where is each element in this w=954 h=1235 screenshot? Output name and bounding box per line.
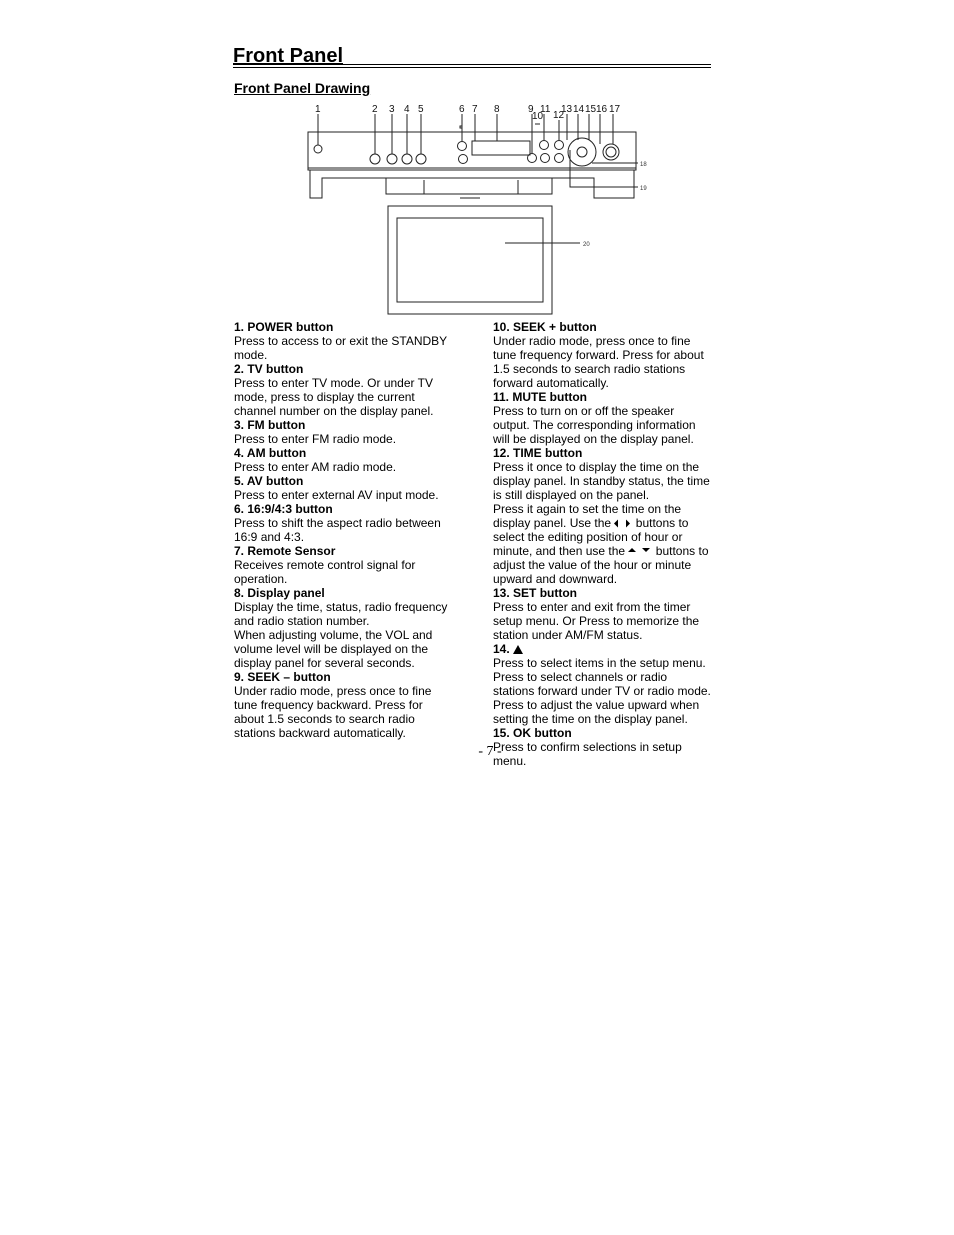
entry-text: Press to confirm selections in setup menu. bbox=[493, 740, 682, 768]
tv-button-drawing bbox=[370, 154, 380, 164]
hinge-bar bbox=[386, 178, 552, 194]
callout-7: 7 bbox=[472, 104, 478, 115]
entry-time bbox=[493, 446, 733, 586]
page-number: - 7 - bbox=[478, 744, 502, 759]
entry-heading: 6. 16:9/4:3 button bbox=[234, 502, 333, 516]
callout-15: 15 bbox=[585, 104, 597, 115]
page-title: Front Panel bbox=[233, 45, 344, 67]
entry-remote-sensor bbox=[234, 544, 469, 586]
callout-8: 8 bbox=[494, 104, 500, 115]
left-right-arrow-icons bbox=[614, 519, 632, 528]
entry-text: Press to enter and exit from the timer setup menu. Or Press to memorize the station under AM/FM status. bbox=[493, 600, 700, 642]
up-down-arrow-icons bbox=[628, 546, 652, 555]
entry-aspect bbox=[234, 502, 469, 544]
entry-ok bbox=[493, 726, 733, 768]
display-panel-drawing bbox=[472, 141, 530, 155]
entry-heading: 14. bbox=[493, 642, 510, 656]
knob-drawing bbox=[603, 144, 619, 160]
callout-17: 17 bbox=[609, 104, 621, 115]
entry-text: Press to turn on or off the speaker output. The corresponding information will be displayed on the display panel. bbox=[493, 404, 696, 446]
callout-2: 2 bbox=[372, 104, 378, 115]
entry-set bbox=[493, 586, 733, 642]
entry-text: Press to enter FM radio mode. bbox=[234, 432, 397, 446]
entry-heading-wrap bbox=[493, 642, 733, 656]
callout-18: 18 bbox=[640, 162, 647, 168]
entry-heading: 5. AV button bbox=[234, 474, 304, 488]
av-button-drawing bbox=[416, 154, 426, 164]
entry-seek-minus bbox=[234, 670, 469, 740]
callout-12: 12 bbox=[553, 110, 565, 121]
entry-heading: 4. AM button bbox=[234, 446, 307, 460]
section-subtitle: Front Panel Drawing bbox=[234, 80, 371, 96]
callout-20: 20 bbox=[583, 242, 590, 248]
entry-heading: 11. MUTE button bbox=[493, 390, 587, 404]
entry-text: Press to shift the aspect radio between 16:9 and 4:3. bbox=[234, 516, 441, 544]
callout-10: 10 bbox=[532, 111, 544, 122]
entry-heading: 7. Remote Sensor bbox=[234, 544, 336, 558]
power-button-drawing bbox=[314, 145, 322, 153]
callout-5: 5 bbox=[418, 104, 424, 115]
screen-inner bbox=[397, 218, 543, 302]
entry-heading: 15. OK button bbox=[493, 726, 572, 740]
left-column bbox=[234, 320, 469, 740]
am-button-drawing bbox=[402, 154, 412, 164]
entry-text: Press to enter AM radio mode. bbox=[234, 460, 397, 474]
callout-13: 13 bbox=[561, 104, 573, 115]
entry-heading: 10. SEEK + button bbox=[493, 320, 597, 334]
entry-up bbox=[493, 642, 733, 726]
callout-6: 6 bbox=[459, 104, 465, 115]
entry-heading: 9. SEEK – button bbox=[234, 670, 331, 684]
fm-button-drawing bbox=[387, 154, 397, 164]
title-rule-double bbox=[233, 67, 711, 68]
front-panel-drawing bbox=[300, 100, 660, 320]
entry-text: Under radio mode, press once to fine tune frequency forward. Press for about 1.5 seconds to search radio stations forward automatically. bbox=[493, 334, 704, 390]
entry-seek-plus bbox=[493, 320, 733, 390]
entry-heading: 12. TIME button bbox=[493, 446, 583, 460]
nav-cluster-drawing bbox=[568, 138, 596, 166]
entry-text: Press to enter external AV input mode. bbox=[234, 488, 439, 502]
entry-text: Press to access to or exit the STANDBY mode. bbox=[234, 334, 448, 362]
entry-text-part: Press it once to display the time on the display panel. In standby status, the time is still displayed on the panel. Press it again to set the time on the display panel. Use the bbox=[493, 460, 710, 530]
entry-am bbox=[234, 446, 469, 474]
entry-text: Receives remote control signal for operation. bbox=[234, 558, 416, 586]
callout-19: 19 bbox=[640, 186, 647, 192]
entry-av bbox=[234, 474, 469, 502]
entry-tv bbox=[234, 362, 469, 418]
callout-1: 1 bbox=[315, 104, 321, 115]
entry-heading: 3. FM button bbox=[234, 418, 306, 432]
entry-heading: 13. SET button bbox=[493, 586, 577, 600]
callout-14: 14 bbox=[573, 104, 585, 115]
title-rule bbox=[233, 64, 711, 65]
entry-power bbox=[234, 320, 469, 362]
callout-16: 16 bbox=[596, 104, 608, 115]
entry-text: Under radio mode, press once to fine tune frequency backward. Press for about 1.5 seconds to search radio stations backward automatically. bbox=[234, 684, 432, 740]
entry-text-part: buttons to adjust the value of the hour or minute upward and downward. bbox=[493, 544, 709, 586]
entry-text: Display the time, status, radio frequency and radio station number. When adjusting volume, the VOL and volume level will be displayed on the display panel for several seconds. bbox=[234, 600, 448, 670]
entry-heading: 2. TV button bbox=[234, 362, 304, 376]
callout-4: 4 bbox=[404, 104, 410, 115]
entry-text-part: buttons to select the editing position of hour or minute, and then use the bbox=[493, 516, 689, 558]
entry-text: Press to enter TV mode. Or under TV mode, press to display the current channel number on the display panel. bbox=[234, 376, 434, 418]
up-triangle-icon bbox=[513, 645, 523, 654]
right-column bbox=[493, 320, 733, 768]
callout-3: 3 bbox=[389, 104, 395, 115]
screen-outer bbox=[388, 206, 552, 314]
entry-fm bbox=[234, 418, 469, 446]
aspect-button-drawing bbox=[459, 155, 468, 164]
entry-text: Press to select items in the setup menu. Press to select channels or radio stations forward under TV or radio mode. Press to adjust the value upward when setting the time on the display panel. bbox=[493, 656, 711, 726]
entry-display-panel bbox=[234, 586, 469, 670]
callout-11: 11 bbox=[540, 104, 551, 115]
entry-heading: 8. Display panel bbox=[234, 586, 325, 600]
entry-text bbox=[493, 460, 733, 586]
entry-heading: 1. POWER button bbox=[234, 320, 334, 334]
entry-mute bbox=[493, 390, 733, 446]
callout-9: 9 bbox=[528, 104, 534, 115]
